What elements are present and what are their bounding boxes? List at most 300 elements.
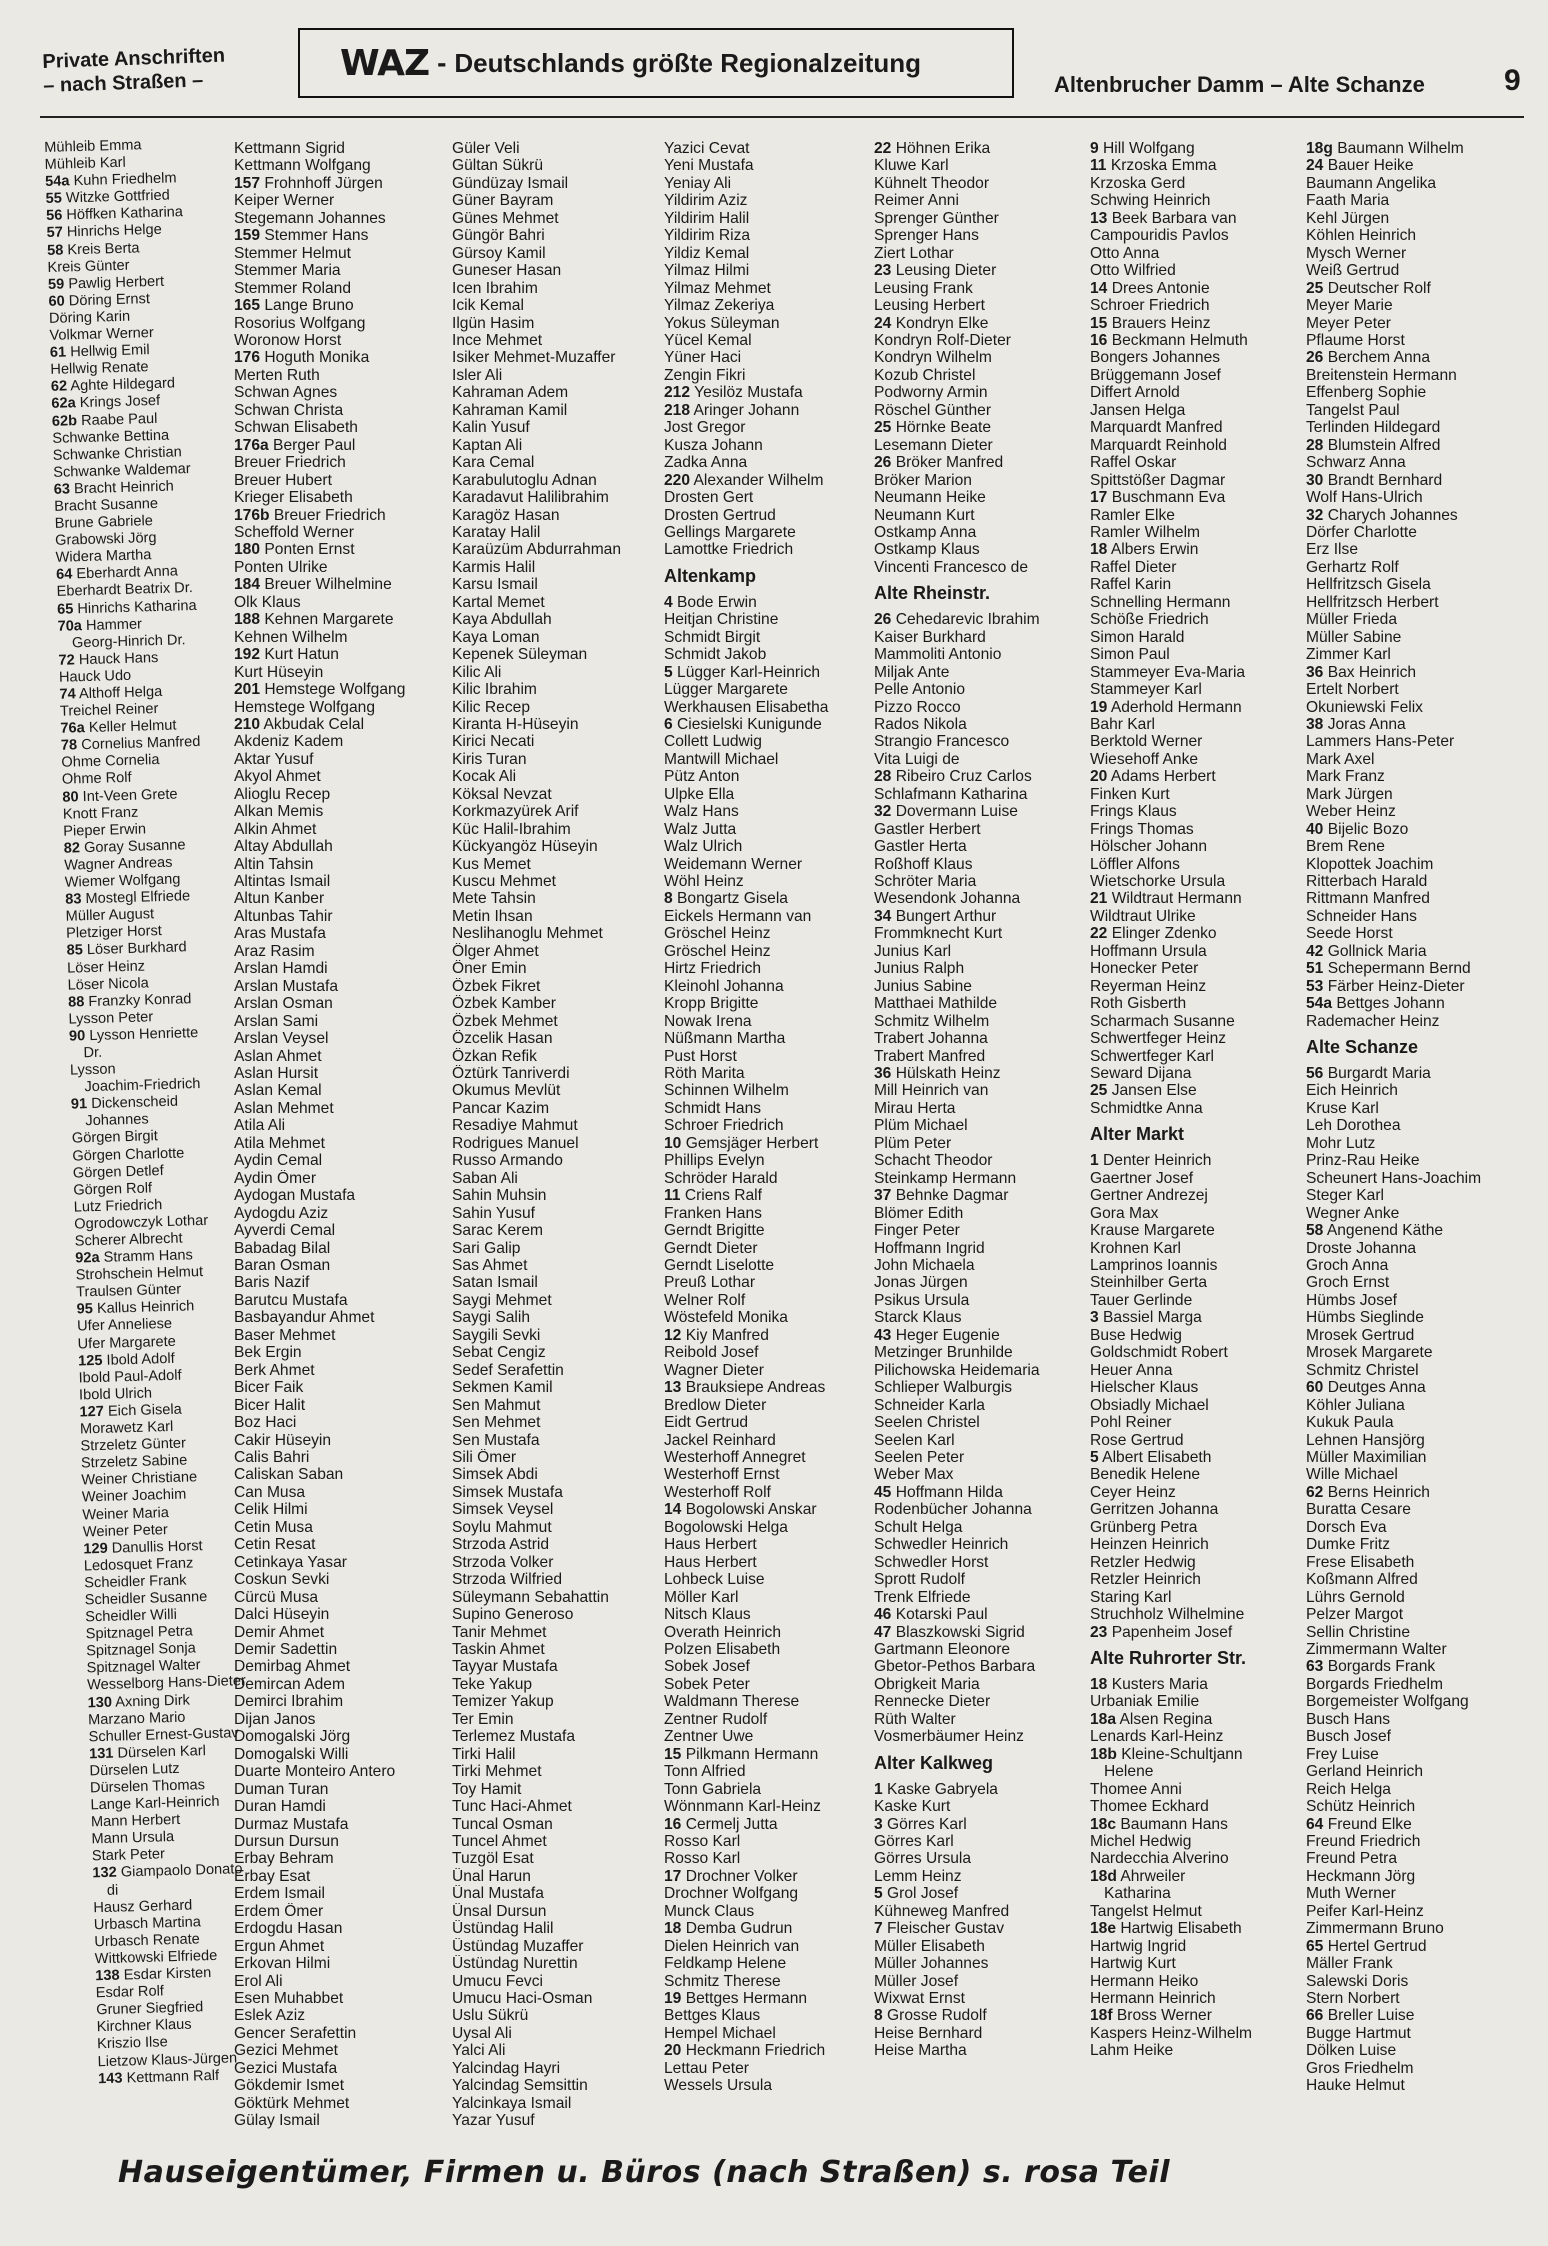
list-item	[664, 1274, 878, 1291]
list-item	[452, 1100, 666, 1117]
resident-name: Strzoda Astrid	[452, 1536, 550, 1554]
list-item	[664, 716, 878, 733]
list-item	[874, 1309, 1088, 1326]
list-item	[234, 611, 448, 628]
resident-name: Görgen Rolf	[73, 1180, 153, 1199]
resident-name: Aydogdu Aziz	[234, 1204, 329, 1222]
directory-column-2	[234, 140, 448, 2130]
resident-name: Schepermann Bernd	[1327, 960, 1471, 978]
list-item	[1306, 210, 1526, 227]
resident-name: Kozub Christel	[874, 366, 976, 384]
list-item	[234, 1100, 448, 1117]
list-item	[1306, 1205, 1526, 1222]
resident-name: Munck Claus	[664, 1902, 755, 1920]
list-item	[234, 1641, 448, 1658]
resident-name: Simsek Mustafa	[452, 1483, 563, 1501]
resident-name: Wittkowski Elfriede	[94, 1947, 218, 1968]
list-item	[874, 559, 1088, 576]
list-item	[874, 1397, 1088, 1414]
resident-name: Drees Antonie	[1111, 279, 1210, 297]
resident-name: Erbay Esat	[234, 1867, 311, 1885]
list-item	[452, 1676, 666, 1693]
resident-name: Bek Ergin	[234, 1344, 302, 1362]
house-number: 176b	[234, 506, 270, 524]
resident-name: Mark Franz	[1306, 768, 1385, 786]
list-item	[874, 384, 1088, 401]
list-item	[1306, 1240, 1526, 1257]
list-item	[874, 1606, 1088, 1623]
list-item	[1306, 1606, 1526, 1623]
resident-name: Schwedler Horst	[874, 1553, 989, 1571]
list-item	[664, 402, 878, 419]
list-item	[1306, 1362, 1526, 1379]
resident-name: Mühleib Karl	[44, 154, 127, 174]
resident-name: Yildirim Riza	[664, 227, 751, 245]
list-item	[452, 332, 666, 349]
house-number: 46	[874, 1606, 892, 1624]
resident-name: Bicer Faik	[234, 1379, 304, 1397]
resident-name: Beckmann Helmuth	[1111, 331, 1248, 349]
resident-name: Sen Mahmut	[452, 1396, 541, 1414]
street-heading: Alte Ruhrorter Str.	[1090, 1647, 1247, 1668]
resident-name: Aslan Ahmet	[234, 1047, 322, 1065]
house-number: 9	[1090, 140, 1099, 157]
resident-name: Plüm Michael	[874, 1117, 968, 1135]
resident-name: Waldmann Therese	[664, 1693, 800, 1711]
resident-name: Schmitz Christel	[1306, 1361, 1419, 1379]
resident-name: Aderhold Hermann	[1110, 698, 1242, 716]
resident-name: Schwertfeger Karl	[1090, 1047, 1214, 1065]
resident-name: Kiy Manfred	[685, 1326, 769, 1344]
resident-name: Breuer Wilhelmine	[264, 576, 392, 594]
house-number: 11	[1090, 157, 1107, 175]
resident-name: Stramm Hans	[103, 1247, 194, 1266]
house-number: 20	[664, 2042, 682, 2060]
resident-name: Spitznagel Sonja	[86, 1640, 196, 1660]
resident-name: Zengin Fikri	[664, 366, 746, 384]
list-item	[1306, 1414, 1526, 1431]
resident-name: Scheunert Hans-Joachim	[1306, 1169, 1482, 1187]
list-item	[234, 1781, 448, 1798]
list-item	[234, 1606, 448, 1623]
resident-name: Pancar Kazim	[452, 1099, 550, 1117]
resident-name: Westerhoff Annegret	[664, 1448, 806, 1466]
resident-name: Ahrweiler	[1120, 1867, 1186, 1885]
resident-name: Stegemann Johannes	[234, 209, 386, 227]
resident-name: Trenk Elfriede	[874, 1588, 971, 1606]
resident-name: Kriszio Ilse	[96, 2034, 168, 2053]
resident-name: Aydin Cemal	[234, 1152, 323, 1170]
resident-name: Buratta Cesare	[1306, 1501, 1411, 1519]
resident-name: Lietzow Klaus-Jürgen	[97, 2049, 238, 2070]
resident-name: Wönnmann Karl-Heinz	[664, 1798, 821, 1816]
list-item	[664, 751, 878, 768]
resident-name: Mammoliti Antonio	[874, 646, 1002, 664]
resident-name: Ufer Margarete	[77, 1333, 176, 1353]
list-item	[1090, 1519, 1304, 1536]
resident-name: Breuer Hubert	[234, 471, 332, 489]
resident-name: Rademacher Heinz	[1306, 1012, 1440, 1030]
resident-name: Kühnelt Theodor	[874, 174, 990, 192]
resident-name: Frey Luise	[1306, 1745, 1379, 1763]
house-number: 32	[874, 803, 892, 821]
resident-name: Seelen Karl	[874, 1431, 955, 1449]
masthead	[298, 28, 1014, 98]
list-item	[234, 716, 448, 733]
section-title-line-1: Private Anschriften	[42, 44, 226, 73]
house-number: 22	[874, 140, 892, 157]
resident-name: Krzoska Emma	[1110, 157, 1217, 175]
resident-name: Brune Gabriele	[54, 513, 154, 532]
resident-name: Tangelst Paul	[1306, 401, 1400, 419]
list-item	[874, 1257, 1088, 1274]
list-item	[234, 402, 448, 419]
resident-name: Aydin Ömer	[234, 1169, 317, 1187]
resident-name: Kondryn Rolf-Dieter	[874, 331, 1011, 349]
resident-name: Gündüzay Ismail	[452, 174, 569, 192]
directory-column-5	[874, 140, 1088, 2060]
list-item	[1306, 1484, 1526, 1501]
resident-name: Jackel Reinhard	[664, 1431, 776, 1449]
resident-name: Mete Tahsin	[452, 890, 536, 908]
list-item	[664, 1798, 878, 1815]
house-number: 26	[1306, 349, 1324, 367]
resident-name: Demirbag Ahmet	[234, 1658, 351, 1676]
resident-name: Joras Anna	[1327, 715, 1406, 733]
resident-name: Altun Kanber	[234, 890, 325, 908]
resident-name: Otto Wilfried	[1090, 262, 1176, 280]
list-item	[874, 297, 1088, 314]
list-item	[1090, 646, 1304, 663]
resident-name: Jonas Jürgen	[874, 1274, 968, 1292]
resident-name: Altin Tahsin	[234, 855, 314, 873]
resident-name: Uslu Sükrü	[452, 2007, 529, 2025]
list-item	[452, 1432, 666, 1449]
list-item	[234, 1885, 448, 1902]
list-item	[1090, 507, 1304, 524]
resident-name: Sas Ahmet	[452, 1257, 528, 1274]
list-item	[874, 157, 1088, 174]
resident-name: Hümbs Sieglinde	[1306, 1309, 1424, 1327]
list-item	[452, 925, 666, 942]
list-item	[1306, 1013, 1526, 1030]
list-item	[1306, 699, 1526, 716]
resident-name: Leusing Dieter	[895, 262, 997, 280]
list-item	[874, 1344, 1088, 1361]
resident-name: Hellfritzsch Herbert	[1306, 593, 1439, 611]
list-item	[1306, 472, 1526, 489]
resident-name: Karmis Halil	[452, 558, 536, 576]
list-item	[452, 890, 666, 907]
resident-name: Ostkamp Anna	[874, 523, 977, 541]
house-number: 18c	[1090, 1815, 1117, 1833]
list-item	[234, 1571, 448, 1588]
house-number: 143	[97, 2070, 123, 2087]
house-number: 5	[1090, 1448, 1099, 1466]
house-number: 83	[65, 891, 82, 908]
resident-name: Zadka Anna	[664, 454, 748, 472]
resident-name: Pilichowska Heidemaria	[874, 1361, 1040, 1379]
list-item	[874, 1955, 1088, 1972]
list-item	[1090, 768, 1304, 785]
list-item	[452, 384, 666, 401]
resident-name: Ter Emin	[452, 1710, 514, 1728]
list-item	[234, 349, 448, 366]
resident-name: Lehnen Hansjörg	[1306, 1431, 1425, 1449]
list-item	[664, 1781, 878, 1798]
masthead-separator: -	[437, 47, 447, 78]
resident-name: Barutcu Mustafa	[234, 1291, 348, 1309]
list-item	[664, 925, 878, 942]
list-item	[234, 262, 448, 279]
list-item	[874, 1990, 1088, 2007]
resident-name: Resadiye Mahmut	[452, 1117, 578, 1135]
list-item	[1090, 1781, 1304, 1798]
list-item	[234, 943, 448, 960]
list-item	[1090, 384, 1304, 401]
list-item	[1090, 1903, 1304, 1920]
resident-name: Krings Josef	[79, 393, 161, 412]
resident-name: Gröschel Heinz	[664, 925, 771, 943]
list-item	[664, 437, 878, 454]
list-item	[1090, 1432, 1304, 1449]
list-item	[1306, 1466, 1526, 1483]
house-number: 210	[234, 715, 261, 733]
list-item	[234, 332, 448, 349]
house-number: 38	[1306, 715, 1324, 733]
list-item	[452, 1257, 666, 1274]
resident-name: Reyerman Heinz	[1090, 977, 1207, 995]
list-item	[452, 2095, 666, 2112]
resident-name: Werkhausen Elisabetha	[664, 698, 829, 716]
list-item	[234, 1117, 448, 1134]
resident-name: Bahr Karl	[1090, 715, 1156, 733]
house-number: 18	[664, 1920, 682, 1938]
list-item	[452, 1624, 666, 1641]
list-item	[1090, 1362, 1304, 1379]
list-item	[1090, 1990, 1304, 2007]
resident-name: Widera Martha	[55, 547, 152, 567]
list-item	[1306, 384, 1526, 401]
list-item	[664, 1501, 878, 1518]
resident-name: Haus Herbert	[664, 1536, 757, 1554]
resident-name: Neumann Kurt	[874, 506, 975, 524]
resident-name: Erdem Ömer	[234, 1902, 324, 1920]
resident-name: Demirci Ibrahim	[234, 1693, 344, 1711]
resident-name: Charych Johannes	[1327, 506, 1458, 524]
resident-name: Görgen Birgit	[71, 1128, 159, 1148]
list-item	[874, 978, 1088, 995]
resident-name: Groch Anna	[1306, 1257, 1389, 1274]
resident-name: Ramler Elke	[1090, 506, 1175, 524]
list-item	[1090, 559, 1304, 576]
list-item	[452, 1414, 666, 1431]
resident-name: Scherer Albrecht	[74, 1230, 183, 1250]
resident-name: Differt Arnold	[1090, 384, 1180, 402]
house-number: 62a	[51, 395, 76, 413]
resident-name: Kus Memet	[452, 855, 531, 873]
resident-name: Arslan Mustafa	[234, 977, 339, 995]
resident-name: Baser Mehmet	[234, 1326, 336, 1344]
list-item	[1306, 437, 1526, 454]
resident-name: Witzke Gottfried	[65, 187, 170, 207]
resident-name: Hartwig Kurt	[1090, 1955, 1176, 1973]
list-item	[874, 1274, 1088, 1291]
resident-name: Busch Josef	[1306, 1728, 1391, 1746]
resident-name: Seede Horst	[1306, 925, 1393, 943]
resident-name: Drochner Volker	[685, 1867, 798, 1885]
resident-name: Umucu Fevci	[452, 1972, 543, 1990]
list-item	[452, 1885, 666, 1902]
list-item	[1090, 1048, 1304, 1065]
resident-name: Schöße Friedrich	[1090, 611, 1209, 629]
resident-name: Löffler Alfons	[1090, 855, 1180, 873]
resident-name: Karadavut Halilibrahim	[452, 489, 609, 507]
list-item	[234, 681, 448, 698]
list-item	[1306, 1065, 1526, 1082]
resident-name: Seward Dijana	[1090, 1065, 1192, 1083]
resident-name: Özcelik Hasan	[452, 1030, 553, 1048]
house-number: 18f	[1090, 2007, 1113, 2025]
resident-name: Altintas Ismail	[234, 873, 331, 891]
list-item	[234, 559, 448, 576]
list-item	[234, 1973, 448, 1990]
resident-name: Leh Dorothea	[1306, 1117, 1401, 1135]
list-item	[664, 768, 878, 785]
list-item	[1090, 1327, 1304, 1344]
list-item	[1306, 1816, 1526, 1833]
masthead-tagline: Deutschlands größte Regionalzeitung	[454, 47, 921, 78]
list-item	[452, 280, 666, 297]
resident-name: Jansen Helga	[1090, 401, 1186, 419]
list-item	[234, 1746, 448, 1763]
list-item	[664, 210, 878, 227]
resident-name: Hauck Udo	[58, 667, 132, 686]
resident-name: Brandt Bernhard	[1327, 471, 1443, 489]
list-item	[664, 664, 878, 681]
list-item	[1090, 786, 1304, 803]
resident-name: Kara Cemal	[452, 454, 535, 472]
resident-name: Grabowski Jörg	[54, 530, 157, 549]
list-item	[1306, 1641, 1526, 1658]
list-item	[664, 1554, 878, 1571]
resident-name: Dr.	[83, 1044, 103, 1062]
resident-name: Sellin Christine	[1306, 1623, 1411, 1641]
list-item	[234, 2095, 448, 2112]
resident-name: Bröker Marion	[874, 471, 972, 489]
resident-name: Berns Heinrich	[1327, 1483, 1430, 1501]
list-item	[452, 1938, 666, 1955]
list-item	[452, 140, 666, 157]
resident-name: Arslan Veysel	[234, 1030, 329, 1048]
resident-name: Hinrichs Katharina	[77, 597, 197, 617]
resident-name: Erol Ali	[234, 1972, 283, 1990]
list-item	[452, 1484, 666, 1501]
list-item	[234, 856, 448, 873]
list-item	[234, 2112, 448, 2129]
house-number: 91	[70, 1096, 88, 1113]
resident-name: Ohme Cornelia	[61, 752, 160, 772]
street-heading: Alter Markt	[1090, 1124, 1185, 1145]
resident-name: Schlieper Walburgis	[874, 1379, 1013, 1397]
list-item	[234, 454, 448, 471]
list-item	[874, 768, 1088, 785]
list-item	[452, 1379, 666, 1396]
resident-name: Junius Sabine	[874, 977, 972, 995]
resident-name: Katharina	[1104, 1885, 1171, 1903]
resident-name: Drosten Gert	[664, 489, 754, 507]
resident-name: Salewski Doris	[1306, 1972, 1409, 1990]
house-number: 18	[1090, 1675, 1108, 1693]
list-item	[874, 1292, 1088, 1309]
list-item	[1306, 157, 1526, 174]
resident-name: Heckmann Jörg	[1306, 1867, 1416, 1885]
house-number: 25	[874, 419, 892, 437]
list-item	[1090, 1536, 1304, 1553]
list-item	[1090, 1693, 1304, 1710]
resident-name: Westerhoff Ernst	[664, 1466, 780, 1484]
list-item	[452, 1955, 666, 1972]
resident-name: Schnelling Hermann	[1090, 593, 1231, 611]
resident-name: Bongartz Gisela	[677, 890, 788, 908]
list-item	[1090, 611, 1304, 628]
list-item	[664, 1344, 878, 1361]
list-item	[664, 1100, 878, 1117]
resident-name: Hölscher Johann	[1090, 838, 1208, 856]
resident-name: Erkovan Hilmi	[234, 1955, 331, 1973]
resident-name: Cetinkaya Yasar	[234, 1553, 347, 1571]
house-number: 42	[1306, 942, 1324, 960]
resident-name: Sobek Peter	[664, 1675, 750, 1693]
resident-name: Gertner Andrezej	[1090, 1187, 1208, 1205]
list-item	[664, 1920, 878, 1937]
resident-name: Knott Franz	[62, 804, 139, 823]
list-item	[664, 367, 878, 384]
list-item	[234, 576, 448, 593]
list-item	[1306, 1885, 1526, 1902]
list-item	[1090, 716, 1304, 733]
resident-name: Bugge Hartmut	[1306, 2024, 1411, 2042]
resident-name: Overath Heinrich	[664, 1623, 781, 1641]
list-item	[1090, 315, 1304, 332]
list-item	[664, 280, 878, 297]
list-item	[874, 210, 1088, 227]
directory-column-3	[452, 140, 666, 2130]
resident-name: Yeni Mustafa	[664, 157, 754, 175]
resident-name: Behnke Dagmar	[895, 1187, 1009, 1205]
resident-name: Franzky Konrad	[88, 990, 192, 1010]
list-item	[234, 1362, 448, 1379]
resident-name: Kondryn Wilhelm	[874, 349, 992, 367]
resident-name: Hoffmann Hilda	[895, 1483, 1003, 1501]
resident-name: Aslan Hursit	[234, 1065, 319, 1083]
house-number: 201	[234, 681, 261, 699]
list-item	[1090, 332, 1304, 349]
resident-name: Yildiz Kemal	[664, 244, 750, 262]
resident-name: Dorsch Eva	[1306, 1518, 1387, 1536]
list-item	[874, 1362, 1088, 1379]
resident-name: Hartwig Elisabeth	[1120, 1920, 1242, 1938]
resident-name: Eidt Gertrud	[664, 1414, 749, 1432]
resident-name: Celik Hilmi	[234, 1501, 308, 1519]
house-number: 66	[1306, 2007, 1324, 2025]
resident-name: Hinrichs Helge	[66, 222, 162, 241]
house-number: 11	[664, 1187, 681, 1205]
house-number: 80	[62, 788, 79, 806]
list-item	[234, 2060, 448, 2077]
resident-name: Eberhardt Beatrix Dr.	[56, 580, 194, 601]
resident-name: Neslihanoglu Mehmet	[452, 925, 603, 943]
